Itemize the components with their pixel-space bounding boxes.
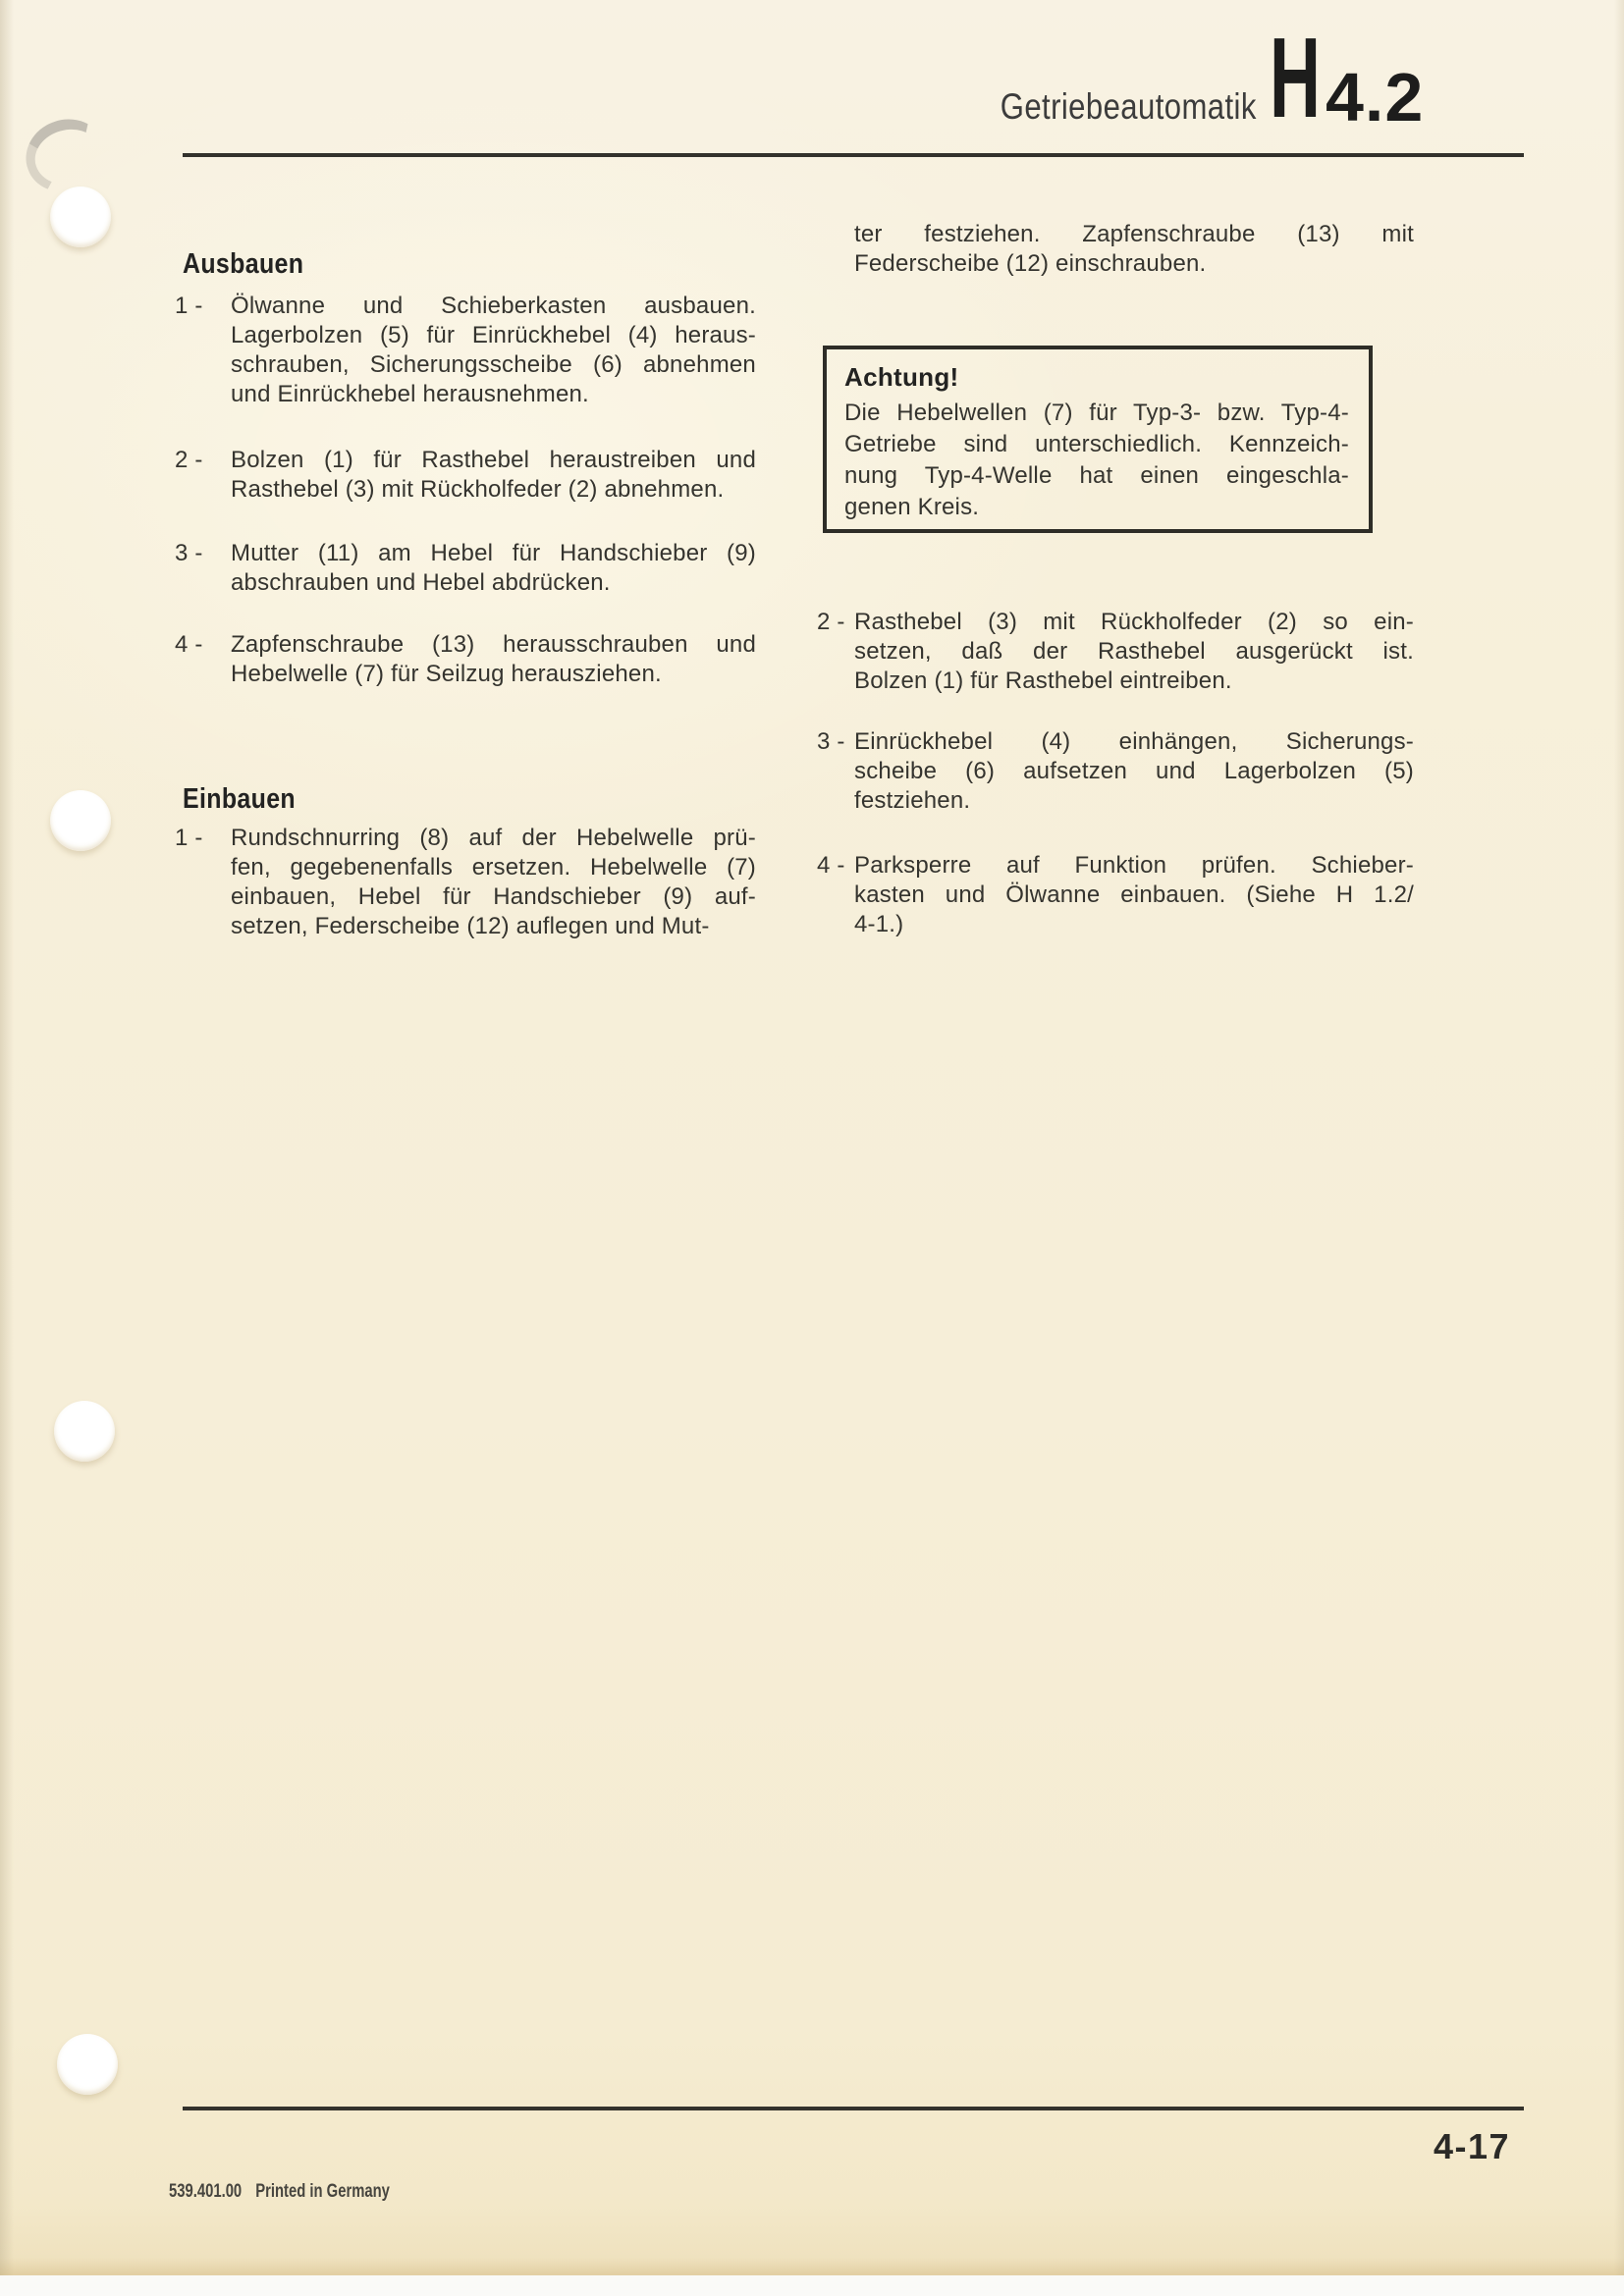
punch-hole — [50, 790, 111, 851]
page-left-edge-shadow — [0, 0, 14, 2275]
achtung-notice-box — [823, 346, 1373, 533]
notice-body: Die Hebelwellen (7) für Typ-3- bzw. Typ-4- Getriebe sind unterschiedlich. Kennzeich- nung Typ-4-Welle hat einen eingeschla- genen Kreis. — [844, 400, 1349, 520]
item-number: 3 - — [175, 540, 203, 566]
section-code-number: 4.2 — [1326, 59, 1425, 135]
item-text: Rundschnurring (8) auf der Hebelwelle prü- fen, gegebenenfalls ersetzen. Hebelwelle (7) einbauen, Hebel für Handschieber (9) auf- setzen, Federscheibe (12) auflegen und Mut- — [231, 825, 756, 939]
list-item-ausbauen-4 — [175, 630, 756, 689]
footer-rule — [183, 2107, 1524, 2110]
page-right-edge-shadow — [1614, 0, 1624, 2275]
printed-in-germany: Printed in Germany — [255, 2181, 390, 2202]
heading-einbauen: Einbauen — [183, 783, 296, 816]
item-number: 1 - — [175, 293, 203, 319]
punch-hole — [57, 2034, 118, 2095]
punch-hole — [54, 1401, 115, 1462]
item-text: Parksperre auf Funktion prüfen. Schieber- kasten und Ölwanne einbauen. (Siehe H 1.2/ 4-1.) — [854, 852, 1414, 937]
list-item-einbauen-1 — [175, 824, 756, 941]
list-item-ausbauen-1 — [175, 292, 756, 409]
item-number: 1 - — [175, 825, 203, 851]
print-code: 539.401.00 — [169, 2181, 243, 2202]
item-text: Ölwanne und Schieberkasten ausbauen. Lagerbolzen (5) für Einrückhebel (4) heraus- schrauben, Sicherungsscheibe (6) abnehmen und Einrückhebel herausnehmen. — [231, 293, 756, 407]
list-item-ausbauen-3 — [175, 539, 756, 598]
item-text: Bolzen (1) für Rasthebel heraustreiben und Rasthebel (3) mit Rückholfeder (2) abnehmen. — [231, 447, 756, 503]
section-title: Getriebeautomatik — [1000, 86, 1257, 127]
continuation-paragraph: ter festziehen. Zapfenschraube (13) mit Federscheibe (12) einschrauben. — [854, 221, 1414, 277]
page-number: 4-17 — [1434, 2126, 1511, 2166]
paper-bottom-edge — [0, 2258, 1624, 2275]
heading-ausbauen: Ausbauen — [183, 248, 304, 281]
list-item-einbauen-3 — [817, 727, 1414, 816]
item-text: Mutter (11) am Hebel für Handschieber (9) abschrauben und Hebel abdrücken. — [231, 540, 756, 596]
scanner-background — [0, 2275, 1624, 2296]
imprint-line — [169, 2181, 390, 2203]
header-rule — [183, 153, 1524, 157]
notice-title: Achtung! — [844, 362, 959, 392]
item-text: Rasthebel (3) mit Rückholfeder (2) so ein- setzen, daß der Rasthebel ausgerückt ist. Bolzen (1) für Rasthebel eintreiben. — [854, 609, 1414, 694]
section-code-letter: H — [1270, 14, 1321, 141]
item-number: 2 - — [175, 447, 203, 473]
scan-artifact-crescent — [16, 108, 116, 203]
list-item-einbauen-2 — [817, 608, 1414, 696]
list-item-ausbauen-2 — [175, 446, 756, 505]
punch-hole — [50, 187, 111, 247]
item-number: 4 - — [175, 631, 203, 658]
item-number: 4 - — [817, 852, 845, 879]
item-text: Einrückhebel (4) einhängen, Sicherungs- scheibe (6) aufsetzen und Lagerbolzen (5) festziehen. — [854, 728, 1414, 814]
item-number: 2 - — [817, 609, 845, 635]
list-item-einbauen-4 — [817, 851, 1414, 939]
item-text: Zapfenschraube (13) herausschrauben und Hebelwelle (7) für Seilzug herausziehen. — [231, 631, 756, 687]
item-number: 3 - — [817, 728, 845, 755]
